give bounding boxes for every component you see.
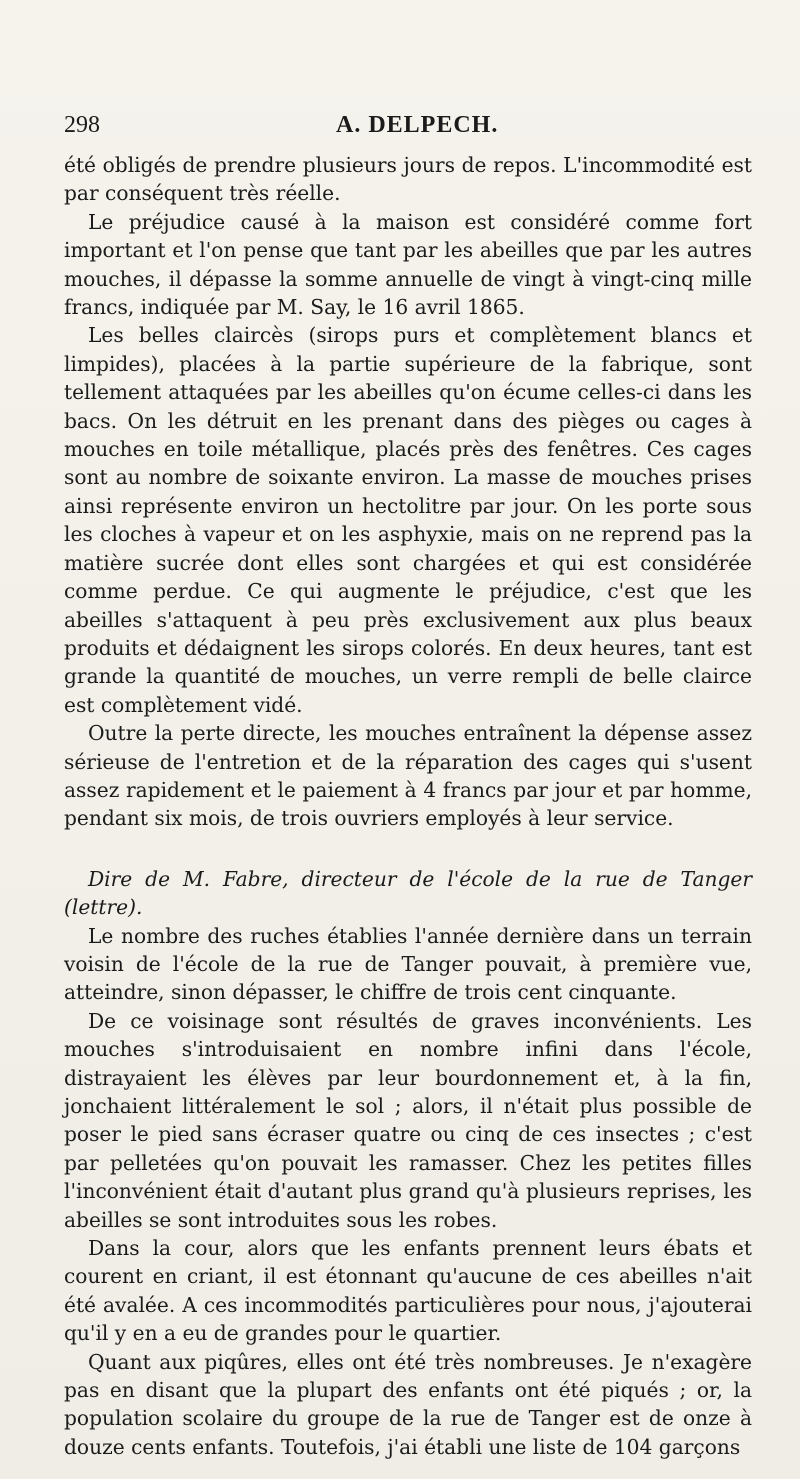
running-head: A. DELPECH. [336, 112, 499, 138]
paragraph: Les belles claircès (sirops purs et complètement blancs et limpides), placées à la partie supérieure de la fabrique, sont tellement attaquées par les abeilles qu'on écume celles-ci dans les bacs. On les détruit en les prenant dans des pièges ou cages à mouches en toile métallique, placés près des fenêtres. Ces cages sont au nombre de soixante environ. La masse de mouches prises ainsi représente environ un hectolitre par jour. On les porte sous les cloches à vapeur et on les asphyxie, mais on ne reprend pas la matière sucrée dont elles sont chargées et qui est considérée comme perdue. Ce qui augmente le préjudice, c'est que les abeilles s'attaquent à peu près exclusivement aux plus beaux produits et dédaignent les sirops colorés. En deux heures, tant est grande la quantité de mouches, un verre rempli de belle clairce est complètement vidé. [64, 323, 752, 717]
section-spacer [64, 833, 752, 849]
paragraph: Le nombre des ruches établies l'année dernière dans un terrain voisin de l'école de la rue de Tanger pouvait, à première vue, atteindre, sinon dépasser, le chiffre de trois cent cinquante. [64, 923, 752, 1005]
paragraph: été obligés de prendre plusieurs jours de repos. L'incommodité est par conséquent très réelle. [64, 153, 752, 206]
body-text [64, 151, 752, 1461]
paragraph: Le préjudice causé à la maison est considéré comme fort important et l'on pense que tant par les abeilles que par les autres mouches, il dépasse la somme annuelle de vingt à vingt-cinq mille francs, indiquée par M. Say, le 16 avril 1865. [64, 209, 752, 320]
page-number: 298 [64, 112, 100, 138]
paragraph: Dans la cour, alors que les enfants prennent leurs ébats et courent en criant, il est étonnant qu'aucune de ces abeilles n'ait été avalée. A ces incommodités particulières pour nous, j'ajouterai qu'il y en a eu de grandes pour le quartier. [64, 1236, 752, 1346]
paragraph: Quant aux piqûres, elles ont été très nombreuses. Je n'exagère pas en disant que la plupart des enfants ont été piqués ; or, la population scolaire du groupe de la rue de Tanger est de onze à douze cents enfants. Toutefois, j'ai établi une liste de 104 garçons [64, 1349, 752, 1459]
page-header [64, 112, 764, 146]
paragraph: De ce voisinage sont résultés de graves inconvénients. Les mouches s'introduisaient en nombre infini dans l'école, distrayaient les élèves par leur bourdonnement et, à la fin, jonchaient littéralement le sol ; alors, il n'était plus possible de poser le pied sans écraser quatre ou cinq de ces insectes ; c'est par pelletées qu'on pouvait les ramasser. Chez les petites filles l'inconvénient était d'autant plus grand qu'à plusieurs reprises, les abeilles se sont introduites sous les robes. [64, 1008, 752, 1232]
paragraph: Outre la perte directe, les mouches entraînent la dépense assez sérieuse de l'entretion et de la réparation des cages qui s'usent assez rapidement et le paiement à 4 francs par jour et par homme, pendant six mois, de trois ouvriers employés à leur service. [64, 721, 752, 831]
section-heading: Dire de M. Fabre, directeur de l'école de la rue de Tanger (lettre). [64, 866, 752, 920]
